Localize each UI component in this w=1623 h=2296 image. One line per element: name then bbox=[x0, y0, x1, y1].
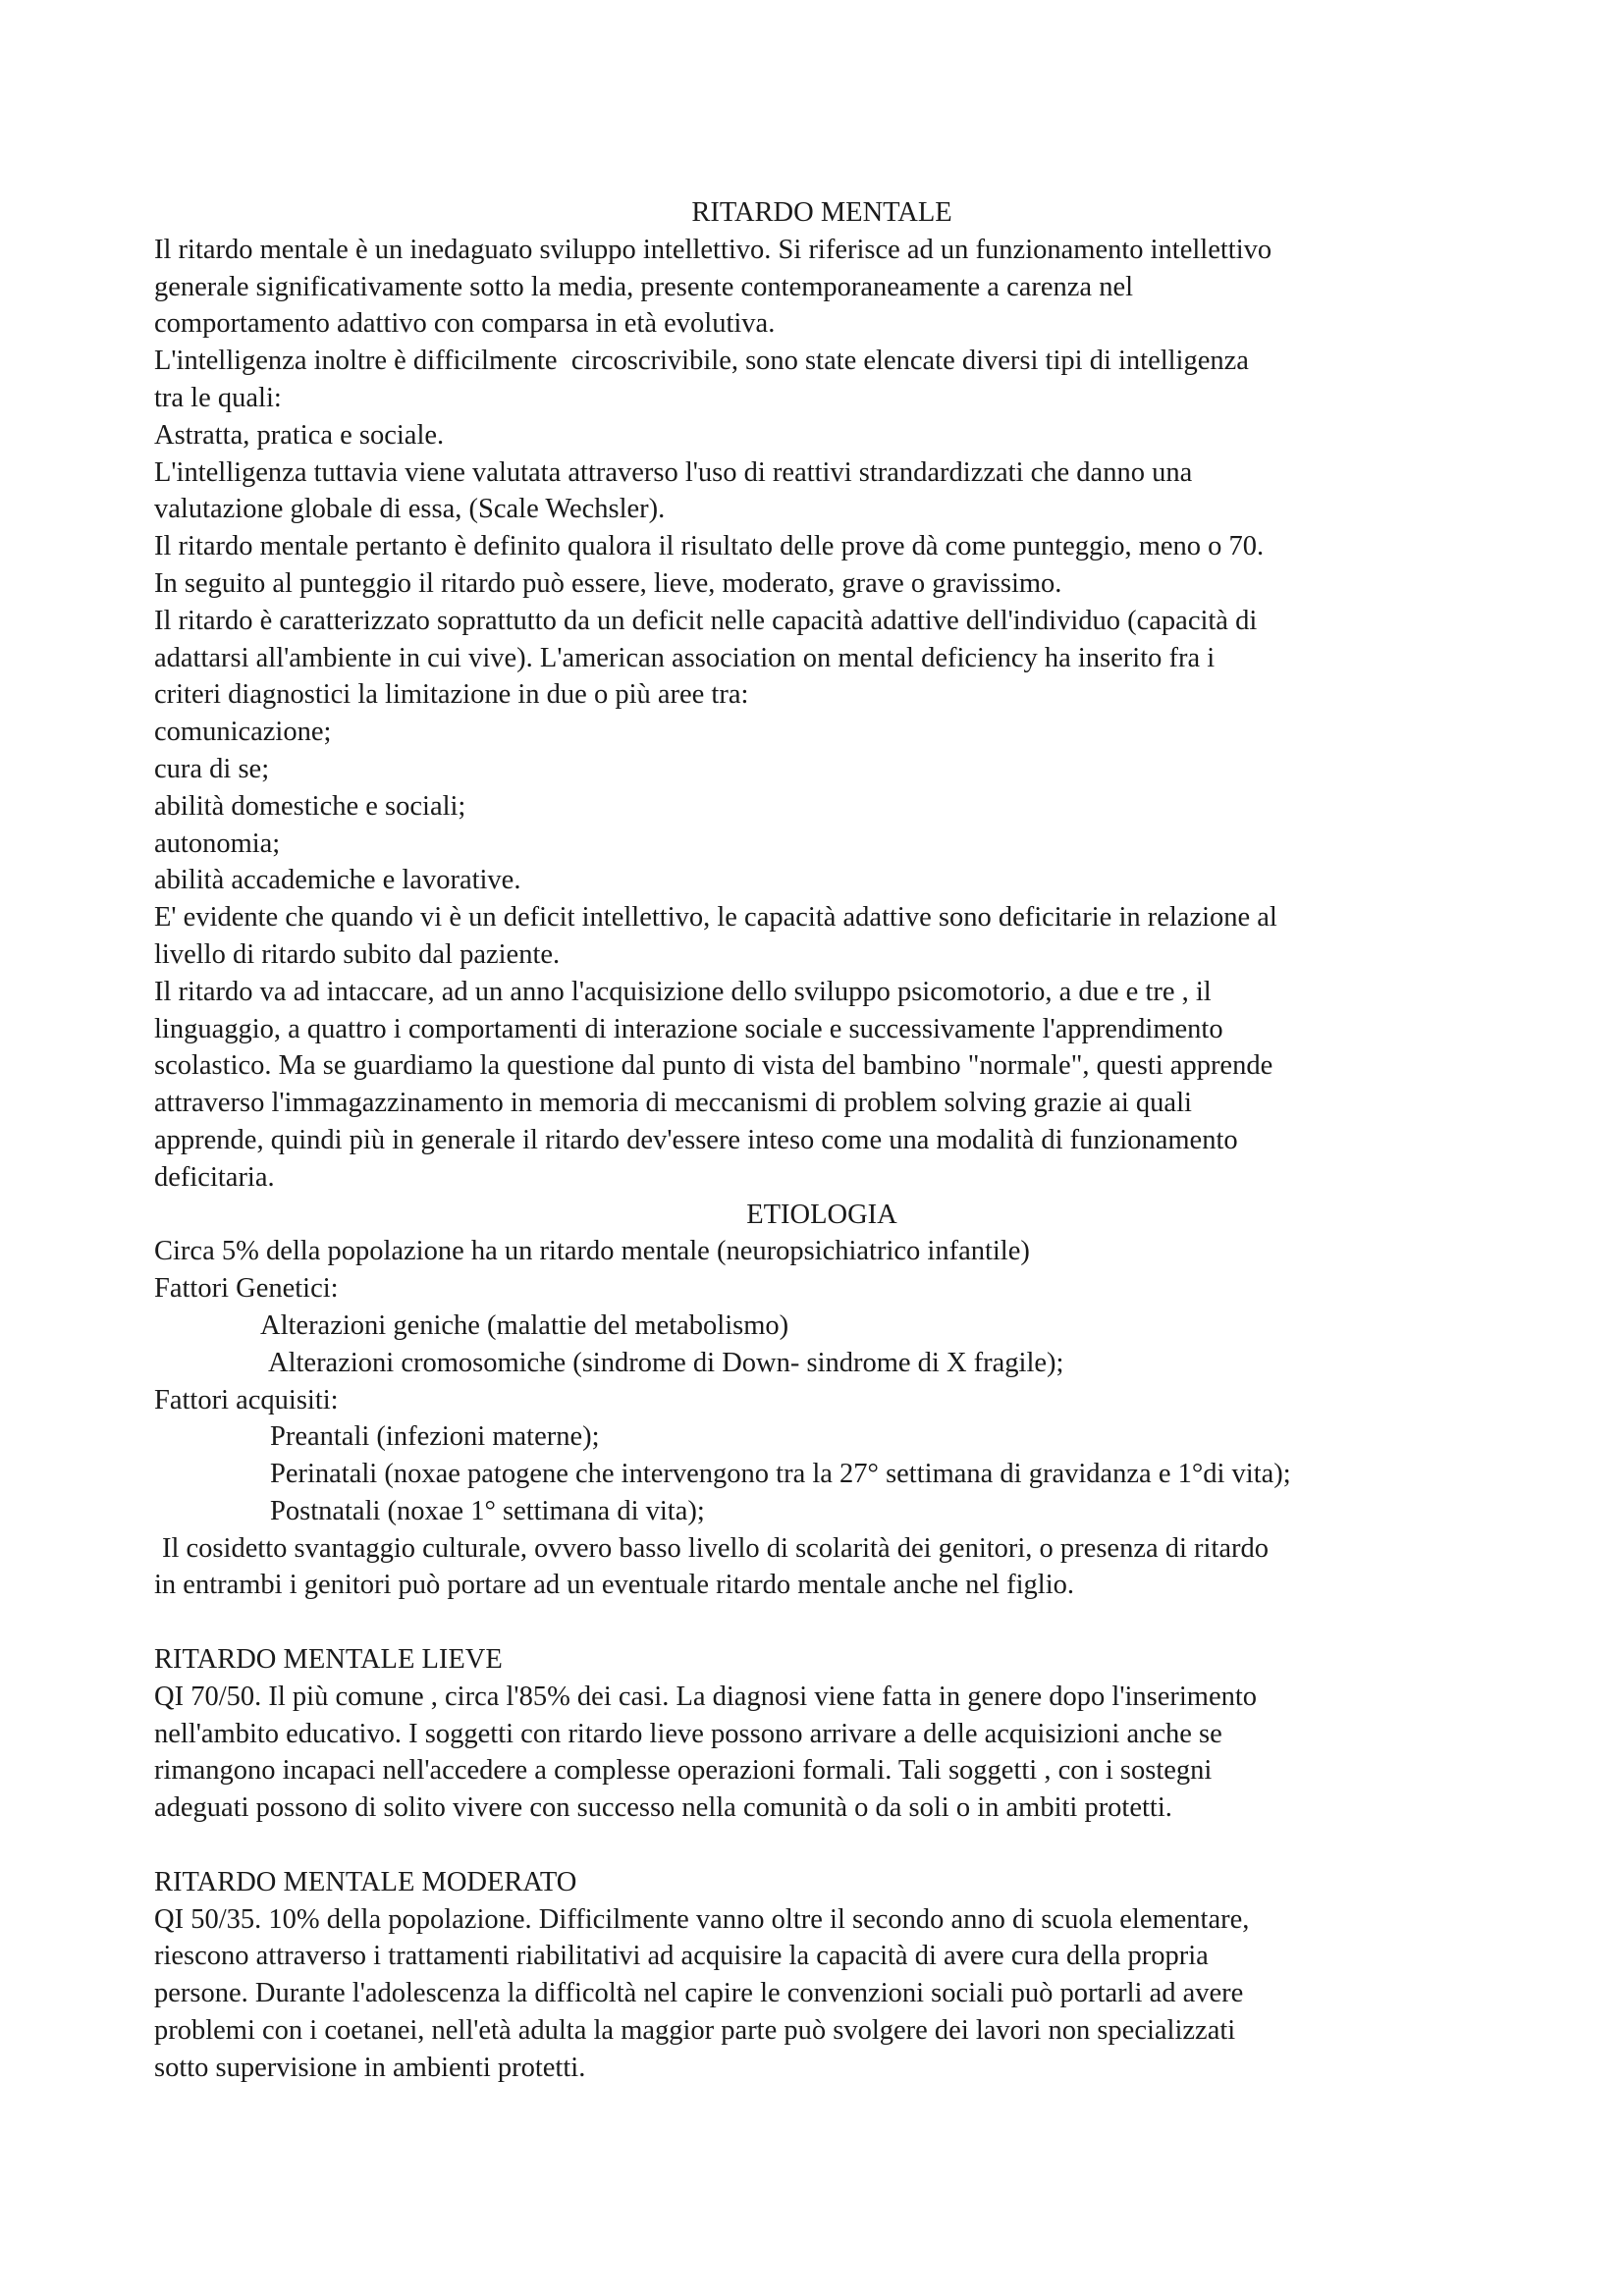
list-item: abilità accademiche e lavorative. bbox=[154, 865, 521, 896]
spacer bbox=[154, 1604, 1489, 1641]
moderato-section bbox=[154, 1864, 1489, 2087]
text-line: adeguati possono di solito vivere con successo nella comunità o da soli o in ambiti protetti. bbox=[154, 1792, 1172, 1824]
text-line: Il ritardo va ad intaccare, ad un anno l'acquisizione dello sviluppo psicomotorio, a due e tre , il bbox=[154, 976, 1212, 1007]
section-heading-lieve: RITARDO MENTALE LIEVE bbox=[154, 1644, 503, 1676]
list-item: Alterazioni geniche (malattie del metabolismo) bbox=[260, 1309, 789, 1341]
text-line: attraverso l'immagazzinamento in memoria di meccanismi di problem solving grazie ai quali bbox=[154, 1088, 1192, 1119]
spacer bbox=[154, 1827, 1489, 1864]
etiologia-section bbox=[154, 1197, 1489, 1605]
intro-section bbox=[154, 232, 1489, 1197]
text-line: E' evidente che quando vi è un deficit intellettivo, le capacità adattive sono deficitarie in relazione al bbox=[154, 902, 1277, 934]
text-line: Il ritardo mentale pertanto è definito qualora il risultato delle prove dà come punteggio, meno o 70. bbox=[154, 531, 1265, 562]
list-item: Preantali (infezioni materne); bbox=[270, 1421, 600, 1453]
text-line: problemi con i coetanei, nell'età adulta la maggior parte può svolgere dei lavori non specializzati bbox=[154, 2015, 1236, 2047]
list-item: Alterazioni cromosomiche (sindrome di Down- sindrome di X fragile); bbox=[268, 1347, 1064, 1378]
text-line: L'intelligenza tuttavia viene valutata attraverso l'uso di reattivi strandardizzati che danno una bbox=[154, 456, 1193, 488]
text-line: Il cosidetto svantaggio culturale, ovvero basso livello di scolarità dei genitori, o presenza di ritardo bbox=[162, 1532, 1270, 1564]
text-line: rimangono incapaci nell'accedere a complesse operazioni formali. Tali soggetti , con i sostegni bbox=[154, 1755, 1213, 1787]
text-line: Il ritardo è caratterizzato soprattutto da un deficit nelle capacità adattive dell'individuo (capacità di bbox=[154, 605, 1258, 636]
text-line: linguaggio, a quattro i comportamenti di interazione sociale e successivamente l'apprendimento bbox=[154, 1013, 1223, 1044]
text-line: comportamento adattivo con comparsa in età evolutiva. bbox=[154, 308, 776, 340]
text-line: Il ritardo mentale è un inedaguato sviluppo intellettivo. Si riferisce ad un funzionamento intellettivo bbox=[154, 234, 1272, 265]
text-line: Astratta, pratica e sociale. bbox=[154, 419, 445, 451]
list-item: abilità domestiche e sociali; bbox=[154, 790, 466, 822]
section-heading-moderato: RITARDO MENTALE MODERATO bbox=[154, 1866, 577, 1897]
text-line: persone. Durante l'adolescenza la difficoltà nel capire le convenzioni sociali può portarli ad avere bbox=[154, 1978, 1244, 2009]
list-item: Postnatali (noxae 1° settimana di vita); bbox=[270, 1495, 705, 1526]
text-line: tra le quali: bbox=[154, 382, 282, 413]
text-line: criteri diagnostici la limitazione in due o più aree tra: bbox=[154, 679, 749, 711]
text-line: nell'ambito educativo. I soggetti con ritardo lieve possono arrivare a delle acquisizioni anche se bbox=[154, 1718, 1222, 1749]
list-item: comunicazione; bbox=[154, 717, 332, 748]
text-line: riescono attraverso i trattamenti riabilitativi ad acquisire la capacità di avere cura della propria bbox=[154, 1941, 1209, 1972]
text-line: scolastico. Ma se guardiamo la questione dal punto di vista del bambino "normale", questi apprende bbox=[154, 1050, 1273, 1082]
section-heading-etiologia: ETIOLOGIA bbox=[746, 1199, 897, 1230]
text-line: L'intelligenza inoltre è difficilmente circoscrivibile, sono state elencate diversi tipi di intelligenza bbox=[154, 346, 1249, 377]
list-item: cura di se; bbox=[154, 753, 270, 784]
text-line: apprende, quindi più in generale il ritardo dev'essere inteso come una modalità di funzionamento bbox=[154, 1124, 1238, 1155]
genetic-factors-heading: Fattori Genetici: bbox=[154, 1273, 339, 1305]
text-line: QI 50/35. 10% della popolazione. Difficilmente vanno oltre il secondo anno di scuola elementare, bbox=[154, 1903, 1250, 1935]
text-line: in entrambi i genitori può portare ad un eventuale ritardo mentale anche nel figlio. bbox=[154, 1570, 1074, 1601]
text-line: sotto supervisione in ambienti protetti. bbox=[154, 2052, 586, 2083]
text-line: generale significativamente sotto la media, presente contemporaneamente a carenza nel bbox=[154, 271, 1134, 302]
text-line: valutazione globale di essa, (Scale Wechsler). bbox=[154, 494, 666, 525]
text-line: deficitaria. bbox=[154, 1161, 275, 1193]
document-page bbox=[154, 194, 1489, 2087]
text-line: QI 70/50. Il più comune , circa l'85% dei casi. La diagnosi viene fatta in genere dopo l'inserimento bbox=[154, 1681, 1258, 1712]
text-line: adattarsi all'ambiente in cui vive). L'american association on mental deficiency ha inserito fra i bbox=[154, 642, 1216, 673]
document-title: RITARDO MENTALE bbox=[691, 197, 952, 228]
text-line: In seguito al punteggio il ritardo può essere, lieve, moderato, grave o gravissimo. bbox=[154, 567, 1062, 599]
list-item: Perinatali (noxae patogene che intervengono tra la 27° settimana di gravidanza e 1°di vita); bbox=[270, 1459, 1291, 1490]
text-line: Circa 5% della popolazione ha un ritardo mentale (neuropsichiatrico infantile) bbox=[154, 1236, 1030, 1267]
lieve-section bbox=[154, 1641, 1489, 1827]
acquired-factors-heading: Fattori acquisiti: bbox=[154, 1384, 339, 1415]
text-line: livello di ritardo subito dal paziente. bbox=[154, 938, 561, 970]
list-item: autonomia; bbox=[154, 828, 281, 859]
